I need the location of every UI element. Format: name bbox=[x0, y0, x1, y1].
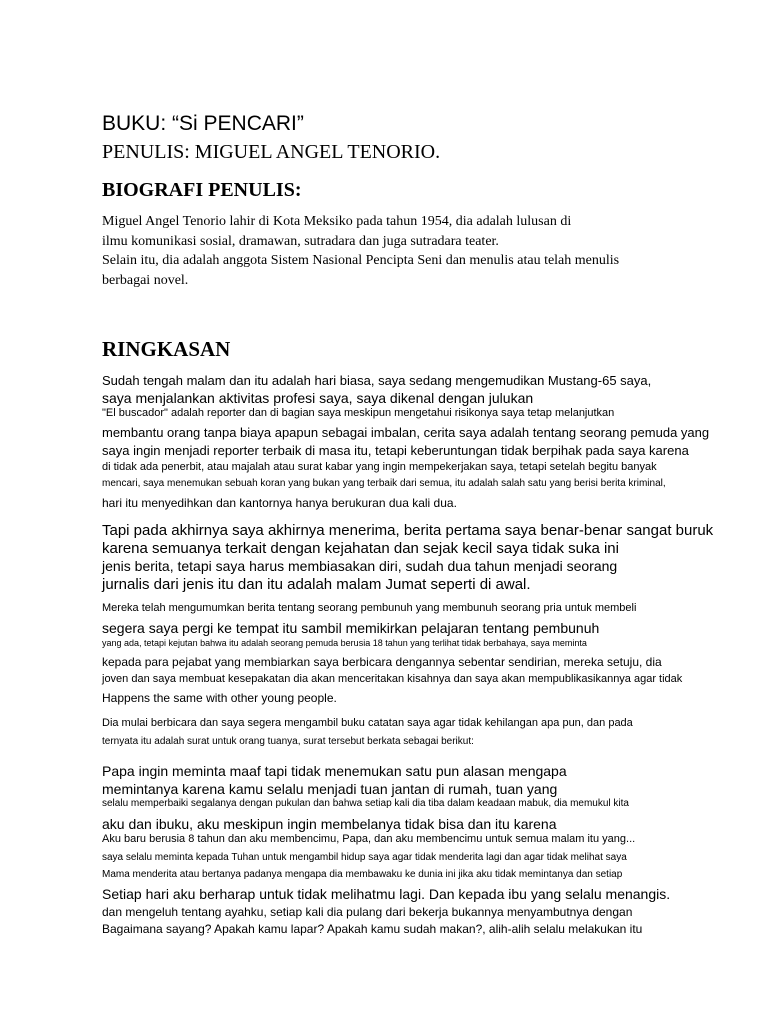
summary-line: Setiap hari aku berharap untuk tidak melihatmu lagi. Dan kepada ibu yang selalu menangis. bbox=[102, 886, 671, 902]
summary-line: membantu orang tanpa biaya apapun sebagai imbalan, cerita saya adalah tentang seorang pemuda yang bbox=[102, 425, 710, 440]
summary-heading: RINGKASAN bbox=[102, 337, 231, 361]
summary-line: jurnalis dari jenis itu dan itu adalah malam Jumat seperti di awal. bbox=[102, 576, 531, 593]
summary-line: saya ingin menjadi reporter terbaik di masa itu, tetapi keberuntungan tidak berpihak pada saya karena bbox=[102, 443, 689, 458]
summary-line: yang ada, tetapi kejutan bahwa itu adalah seorang pemuda berusia 18 tahun yang terlihat tidak berbahaya, saya meminta bbox=[102, 638, 587, 648]
summary-line: Tapi pada akhirnya saya akhirnya menerima, berita pertama saya benar-benar sangat buruk bbox=[102, 522, 714, 539]
summary-line: memintanya karena kamu selalu menjadi tuan jantan di rumah, tuan yang bbox=[102, 781, 558, 797]
summary-line: dan mengeluh tentang ayahku, setiap kali dia pulang dari bekerja bukannya menyambutnya dengan bbox=[102, 905, 633, 919]
summary-line: saya selalu meminta kepada Tuhan untuk mengambil hidup saya agar tidak menderita lagi dan agar tidak melihat saya bbox=[102, 852, 627, 863]
book-title: BUKU: “Si PENCARI” bbox=[102, 112, 304, 135]
summary-line: karena semuanya terkait dengan kejahatan dan sejak kecil saya tidak suka ini bbox=[102, 540, 619, 557]
biography-line: Miguel Angel Tenorio lahir di Kota Meksiko pada tahun 1954, dia adalah lulusan di bbox=[102, 214, 572, 229]
summary-line: "El buscador" adalah reporter dan di bagian saya meskipun mengetahui risikonya saya tetap melanjutkan bbox=[102, 407, 615, 419]
summary-line: hari itu menyedihkan dan kantornya hanya berukuran dua kali dua. bbox=[102, 496, 457, 510]
author-line: PENULIS: MIGUEL ANGEL TENORIO. bbox=[102, 141, 441, 163]
summary-line: joven dan saya membuat kesepakatan dia akan menceritakan kisahnya dan saya akan mempublikasikannya agar tidak bbox=[102, 673, 683, 685]
summary-line: saya menjalankan aktivitas profesi saya, saya dikenal dengan julukan bbox=[102, 390, 534, 406]
summary-line: Mereka telah mengumumkan berita tentang seorang pembunuh yang membunuh seorang pria untuk membeli bbox=[102, 602, 637, 614]
summary-line: aku dan ibuku, aku meskipun ingin membelanya tidak bisa dan itu karena bbox=[102, 816, 557, 832]
summary-line: segera saya pergi ke tempat itu sambil memikirkan pelajaran tentang pembunuh bbox=[102, 620, 600, 636]
summary-line: ternyata itu adalah surat untuk orang tuanya, surat tersebut berkata sebagai berikut: bbox=[102, 736, 474, 747]
summary-line: Dia mulai berbicara dan saya segera mengambil buku catatan saya agar tidak kehilangan apa pun, dan pada bbox=[102, 717, 633, 729]
summary-line: Aku baru berusia 8 tahun dan aku membencimu, Papa, dan aku membencimu untuk semua malam itu yang... bbox=[102, 833, 636, 845]
biography-line: ilmu komunikasi sosial, dramawan, sutradara dan juga sutradara teater. bbox=[102, 234, 499, 249]
summary-line: Happens the same with other young people. bbox=[102, 691, 337, 705]
biography-line: berbagai novel. bbox=[102, 273, 189, 288]
summary-line: di tidak ada penerbit, atau majalah atau surat kabar yang ingin mempekerjakan saya, tetapi setelah begitu banyak bbox=[102, 461, 657, 473]
summary-line: selalu memperbaiki segalanya dengan pukulan dan bahwa setiap kali dia tiba dalam keadaan mabuk, dia memukul kita bbox=[102, 798, 629, 809]
summary-line: kepada para pejabat yang membiarkan saya berbicara dengannya sebentar sendirian, mereka setuju, dia bbox=[102, 655, 662, 669]
summary-line: Sudah tengah malam dan itu adalah hari biasa, saya sedang mengemudikan Mustang-65 saya, bbox=[102, 373, 652, 388]
summary-line: Mama menderita atau bertanya padanya mengapa dia membawaku ke dunia ini jika aku tidak memintanya dan setiap bbox=[102, 869, 623, 880]
summary-line: jenis berita, tetapi saya harus membiasakan diri, sudah dua tahun menjadi seorang bbox=[102, 558, 618, 574]
biography-line: Selain itu, dia adalah anggota Sistem Nasional Pencipta Seni dan menulis atau telah menulis bbox=[102, 253, 620, 268]
summary-line: Papa ingin meminta maaf tapi tidak menemukan satu pun alasan mengapa bbox=[102, 763, 567, 779]
biography-heading: BIOGRAFI PENULIS: bbox=[102, 179, 302, 201]
summary-line: mencari, saya menemukan sebuah koran yang bukan yang terbaik dari semua, itu adalah salah satu yang berisi berita kriminal, bbox=[102, 478, 666, 489]
summary-line: Bagaimana sayang? Apakah kamu lapar? Apakah kamu sudah makan?, alih-alih selalu melakukan itu bbox=[102, 922, 643, 936]
